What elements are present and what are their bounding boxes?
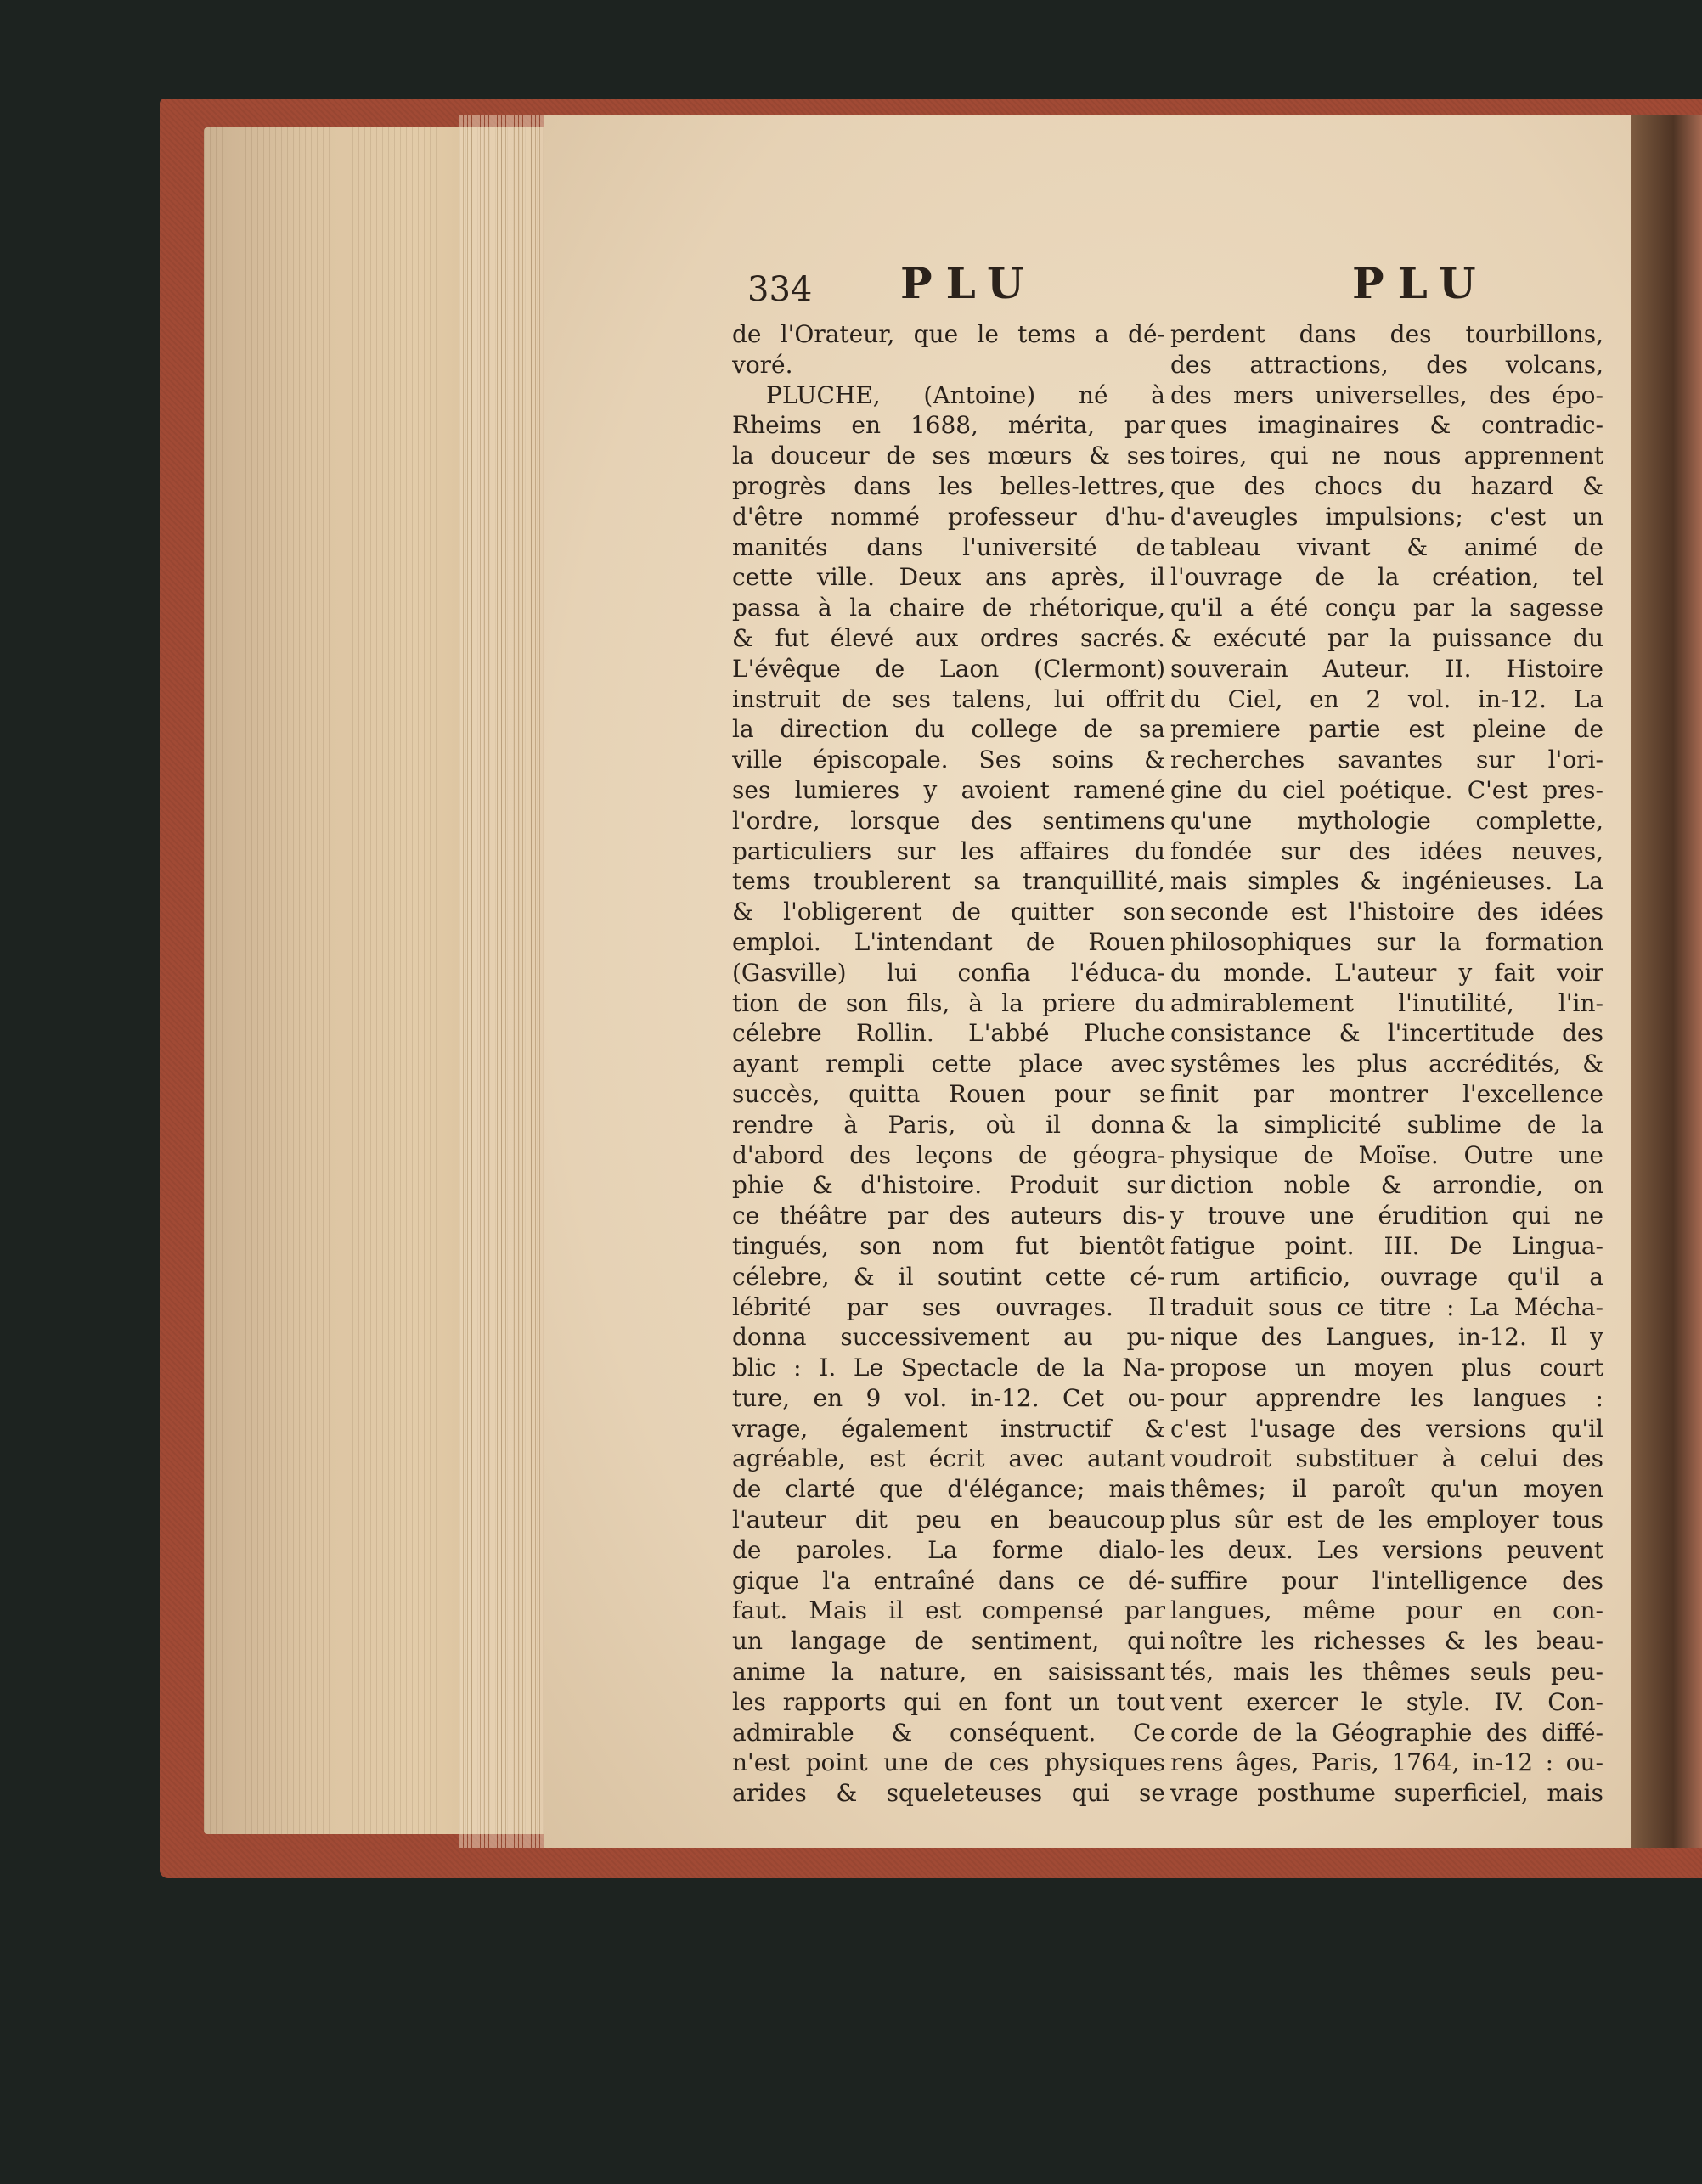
text-line: admirable & conséquent. Ce bbox=[732, 1718, 1165, 1747]
text-line: de l'Orateur, que le tems a dé- bbox=[732, 320, 1165, 348]
text-line: toires, qui ne nous apprennent bbox=[1170, 442, 1603, 470]
text-line: cette ville. Deux ans après, il bbox=[732, 563, 1165, 592]
text-line: un langage de sentiment, qui bbox=[732, 1627, 1165, 1656]
text-line: consistance & l'incertitude des bbox=[1170, 1019, 1603, 1048]
text-line: l'ordre, lorsque des sentimens bbox=[732, 806, 1165, 835]
text-line: perdent dans des tourbillons, bbox=[1170, 320, 1603, 348]
text-line: ce théâtre par des auteurs dis- bbox=[732, 1202, 1165, 1230]
text-line: physique de Moïse. Outre une bbox=[1170, 1140, 1603, 1169]
running-head-right: PLU bbox=[1352, 258, 1490, 308]
text-line: agréable, est écrit avec autant bbox=[732, 1444, 1165, 1473]
text-line: vent exercer le style. IV. Con- bbox=[1170, 1687, 1603, 1716]
text-line: lébrité par ses ouvrages. Il bbox=[732, 1292, 1165, 1321]
text-line: particuliers sur les affaires du bbox=[732, 836, 1165, 865]
text-line: l'auteur dit peu en beaucoup bbox=[732, 1506, 1165, 1534]
text-line: & la simplicité sublime de la bbox=[1170, 1110, 1603, 1139]
text-line: donna successivement au pu- bbox=[732, 1323, 1165, 1352]
text-line: blic : I. Le Spectacle de la Na- bbox=[732, 1354, 1165, 1382]
text-line: thêmes; il paroît qu'un moyen bbox=[1170, 1475, 1603, 1504]
text-line: ques imaginaires & contradic- bbox=[1170, 411, 1603, 440]
text-line: systêmes les plus accrédités, & bbox=[1170, 1050, 1603, 1078]
text-line: l'ouvrage de la création, tel bbox=[1170, 563, 1603, 592]
text-line: tion de son fils, à la priere du bbox=[732, 988, 1165, 1017]
page-number: 334 bbox=[747, 270, 813, 309]
right-text-column bbox=[1170, 319, 1603, 1809]
text-line: finit par montrer l'excellence bbox=[1170, 1079, 1603, 1108]
text-line: les rapports qui en font un tout bbox=[732, 1687, 1165, 1716]
text-line: tems troublerent sa tranquillité, bbox=[732, 867, 1165, 896]
text-line: du monde. L'auteur y fait voir bbox=[1170, 958, 1603, 987]
text-line: rendre à Paris, où il donna bbox=[732, 1110, 1165, 1139]
text-line: langues, même pour en con- bbox=[1170, 1596, 1603, 1625]
text-line: ses lumieres y avoient ramené bbox=[732, 775, 1165, 804]
text-line: célebre Rollin. L'abbé Pluche bbox=[732, 1019, 1165, 1048]
text-line: (Gasville) lui confia l'éduca- bbox=[732, 958, 1165, 987]
text-line: admirablement l'inutilité, l'in- bbox=[1170, 988, 1603, 1017]
text-line: Rheims en 1688, mérita, par bbox=[732, 411, 1165, 440]
text-line: rens âges, Paris, 1764, in-12 : ou- bbox=[1170, 1748, 1603, 1777]
text-line: la douceur de ses mœurs & ses bbox=[732, 442, 1165, 470]
text-line: L'évêque de Laon (Clermont) bbox=[732, 654, 1165, 683]
text-line: qu'une mythologie complette, bbox=[1170, 806, 1603, 835]
text-line: vrage, également instructif & bbox=[732, 1414, 1165, 1443]
text-line: fondée sur des idées neuves, bbox=[1170, 836, 1603, 865]
text-line: d'abord des leçons de géogra- bbox=[732, 1140, 1165, 1169]
text-line: qu'il a été conçu par la sagesse bbox=[1170, 594, 1603, 622]
text-line: passa à la chaire de rhétorique, bbox=[732, 594, 1165, 622]
text-line: instruit de ses talens, lui offrit bbox=[732, 684, 1165, 713]
text-line: phie & d'histoire. Produit sur bbox=[732, 1171, 1165, 1200]
text-line: recherches savantes sur l'ori- bbox=[1170, 746, 1603, 774]
text-line: PLUCHE, (Antoine) né à bbox=[766, 380, 1165, 409]
text-line: voré. bbox=[732, 350, 793, 379]
text-line: emploi. L'intendant de Rouen bbox=[732, 927, 1165, 956]
text-line: & l'obligerent de quitter son bbox=[732, 898, 1165, 926]
text-line: les deux. Les versions peuvent bbox=[1170, 1535, 1603, 1564]
text-line: fatigue point. III. De Lingua- bbox=[1170, 1231, 1603, 1260]
text-line: tés, mais les thêmes seuls peu- bbox=[1170, 1658, 1603, 1686]
text-line: & fut élevé aux ordres sacrés. bbox=[732, 623, 1165, 652]
text-line: gique l'a entraîné dans ce dé- bbox=[732, 1566, 1165, 1595]
text-line: y trouve une érudition qui ne bbox=[1170, 1202, 1603, 1230]
text-line: anime la nature, en saisissant bbox=[732, 1658, 1165, 1686]
text-line: corde de la Géographie des diffé- bbox=[1170, 1718, 1603, 1747]
text-line: mais simples & ingénieuses. La bbox=[1170, 867, 1603, 896]
text-line: d'être nommé professeur d'hu- bbox=[732, 502, 1165, 531]
text-line: seconde est l'histoire des idées bbox=[1170, 898, 1603, 926]
text-line: arides & squeleteuses qui se bbox=[732, 1779, 1165, 1808]
text-line: traduit sous ce titre : La Mécha- bbox=[1170, 1292, 1603, 1321]
text-line: noître les richesses & les beau- bbox=[1170, 1627, 1603, 1656]
text-line: succès, quitta Rouen pour se bbox=[732, 1079, 1165, 1108]
text-line: que des chocs du hazard & bbox=[1170, 471, 1603, 500]
text-line: ayant rempli cette place avec bbox=[732, 1050, 1165, 1078]
text-line: philosophiques sur la formation bbox=[1170, 927, 1603, 956]
book-gutter bbox=[1631, 115, 1702, 1848]
left-text-column bbox=[732, 319, 1165, 1809]
text-line: rum artificio, ouvrage qu'il a bbox=[1170, 1262, 1603, 1291]
text-line: voudroit substituer à celui des bbox=[1170, 1444, 1603, 1473]
text-line: vrage posthume superficiel, mais bbox=[1170, 1779, 1603, 1808]
text-line: plus sûr est de les employer tous bbox=[1170, 1506, 1603, 1534]
text-line: suffire pour l'intelligence des bbox=[1170, 1566, 1603, 1595]
text-line: des attractions, des volcans, bbox=[1170, 350, 1603, 379]
text-line: propose un moyen plus court bbox=[1170, 1354, 1603, 1382]
text-line: progrès dans les belles-lettres, bbox=[732, 471, 1165, 500]
text-line: pour apprendre les langues : bbox=[1170, 1383, 1603, 1412]
text-line: du Ciel, en 2 vol. in-12. La bbox=[1170, 684, 1603, 713]
text-line: souverain Auteur. II. Histoire bbox=[1170, 654, 1603, 683]
text-line: faut. Mais il est compensé par bbox=[732, 1596, 1165, 1625]
text-line: gine du ciel poétique. C'est pres- bbox=[1170, 775, 1603, 804]
running-head-left: PLU bbox=[900, 258, 1038, 308]
text-line: des mers universelles, des épo- bbox=[1170, 380, 1603, 409]
text-line: c'est l'usage des versions qu'il bbox=[1170, 1414, 1603, 1443]
page-header bbox=[747, 258, 1512, 318]
text-line: nique des Langues, in-12. Il y bbox=[1170, 1323, 1603, 1352]
text-line: tingués, son nom fut bientôt bbox=[732, 1231, 1165, 1260]
text-line: & exécuté par la puissance du bbox=[1170, 623, 1603, 652]
text-line: diction noble & arrondie, on bbox=[1170, 1171, 1603, 1200]
text-line: manités dans l'université de bbox=[732, 532, 1165, 561]
text-line: ture, en 9 vol. in-12. Cet ou- bbox=[732, 1383, 1165, 1412]
text-line: n'est point une de ces physiques bbox=[732, 1748, 1165, 1777]
text-line: d'aveugles impulsions; c'est un bbox=[1170, 502, 1603, 531]
text-line: célebre, & il soutint cette cé- bbox=[732, 1262, 1165, 1291]
text-line: premiere partie est pleine de bbox=[1170, 715, 1603, 744]
text-line: ville épiscopale. Ses soins & bbox=[732, 746, 1165, 774]
text-line: la direction du college de sa bbox=[732, 715, 1165, 744]
text-line: tableau vivant & animé de bbox=[1170, 532, 1603, 561]
text-line: de paroles. La forme dialo- bbox=[732, 1535, 1165, 1564]
text-line: de clarté que d'élégance; mais bbox=[732, 1475, 1165, 1504]
